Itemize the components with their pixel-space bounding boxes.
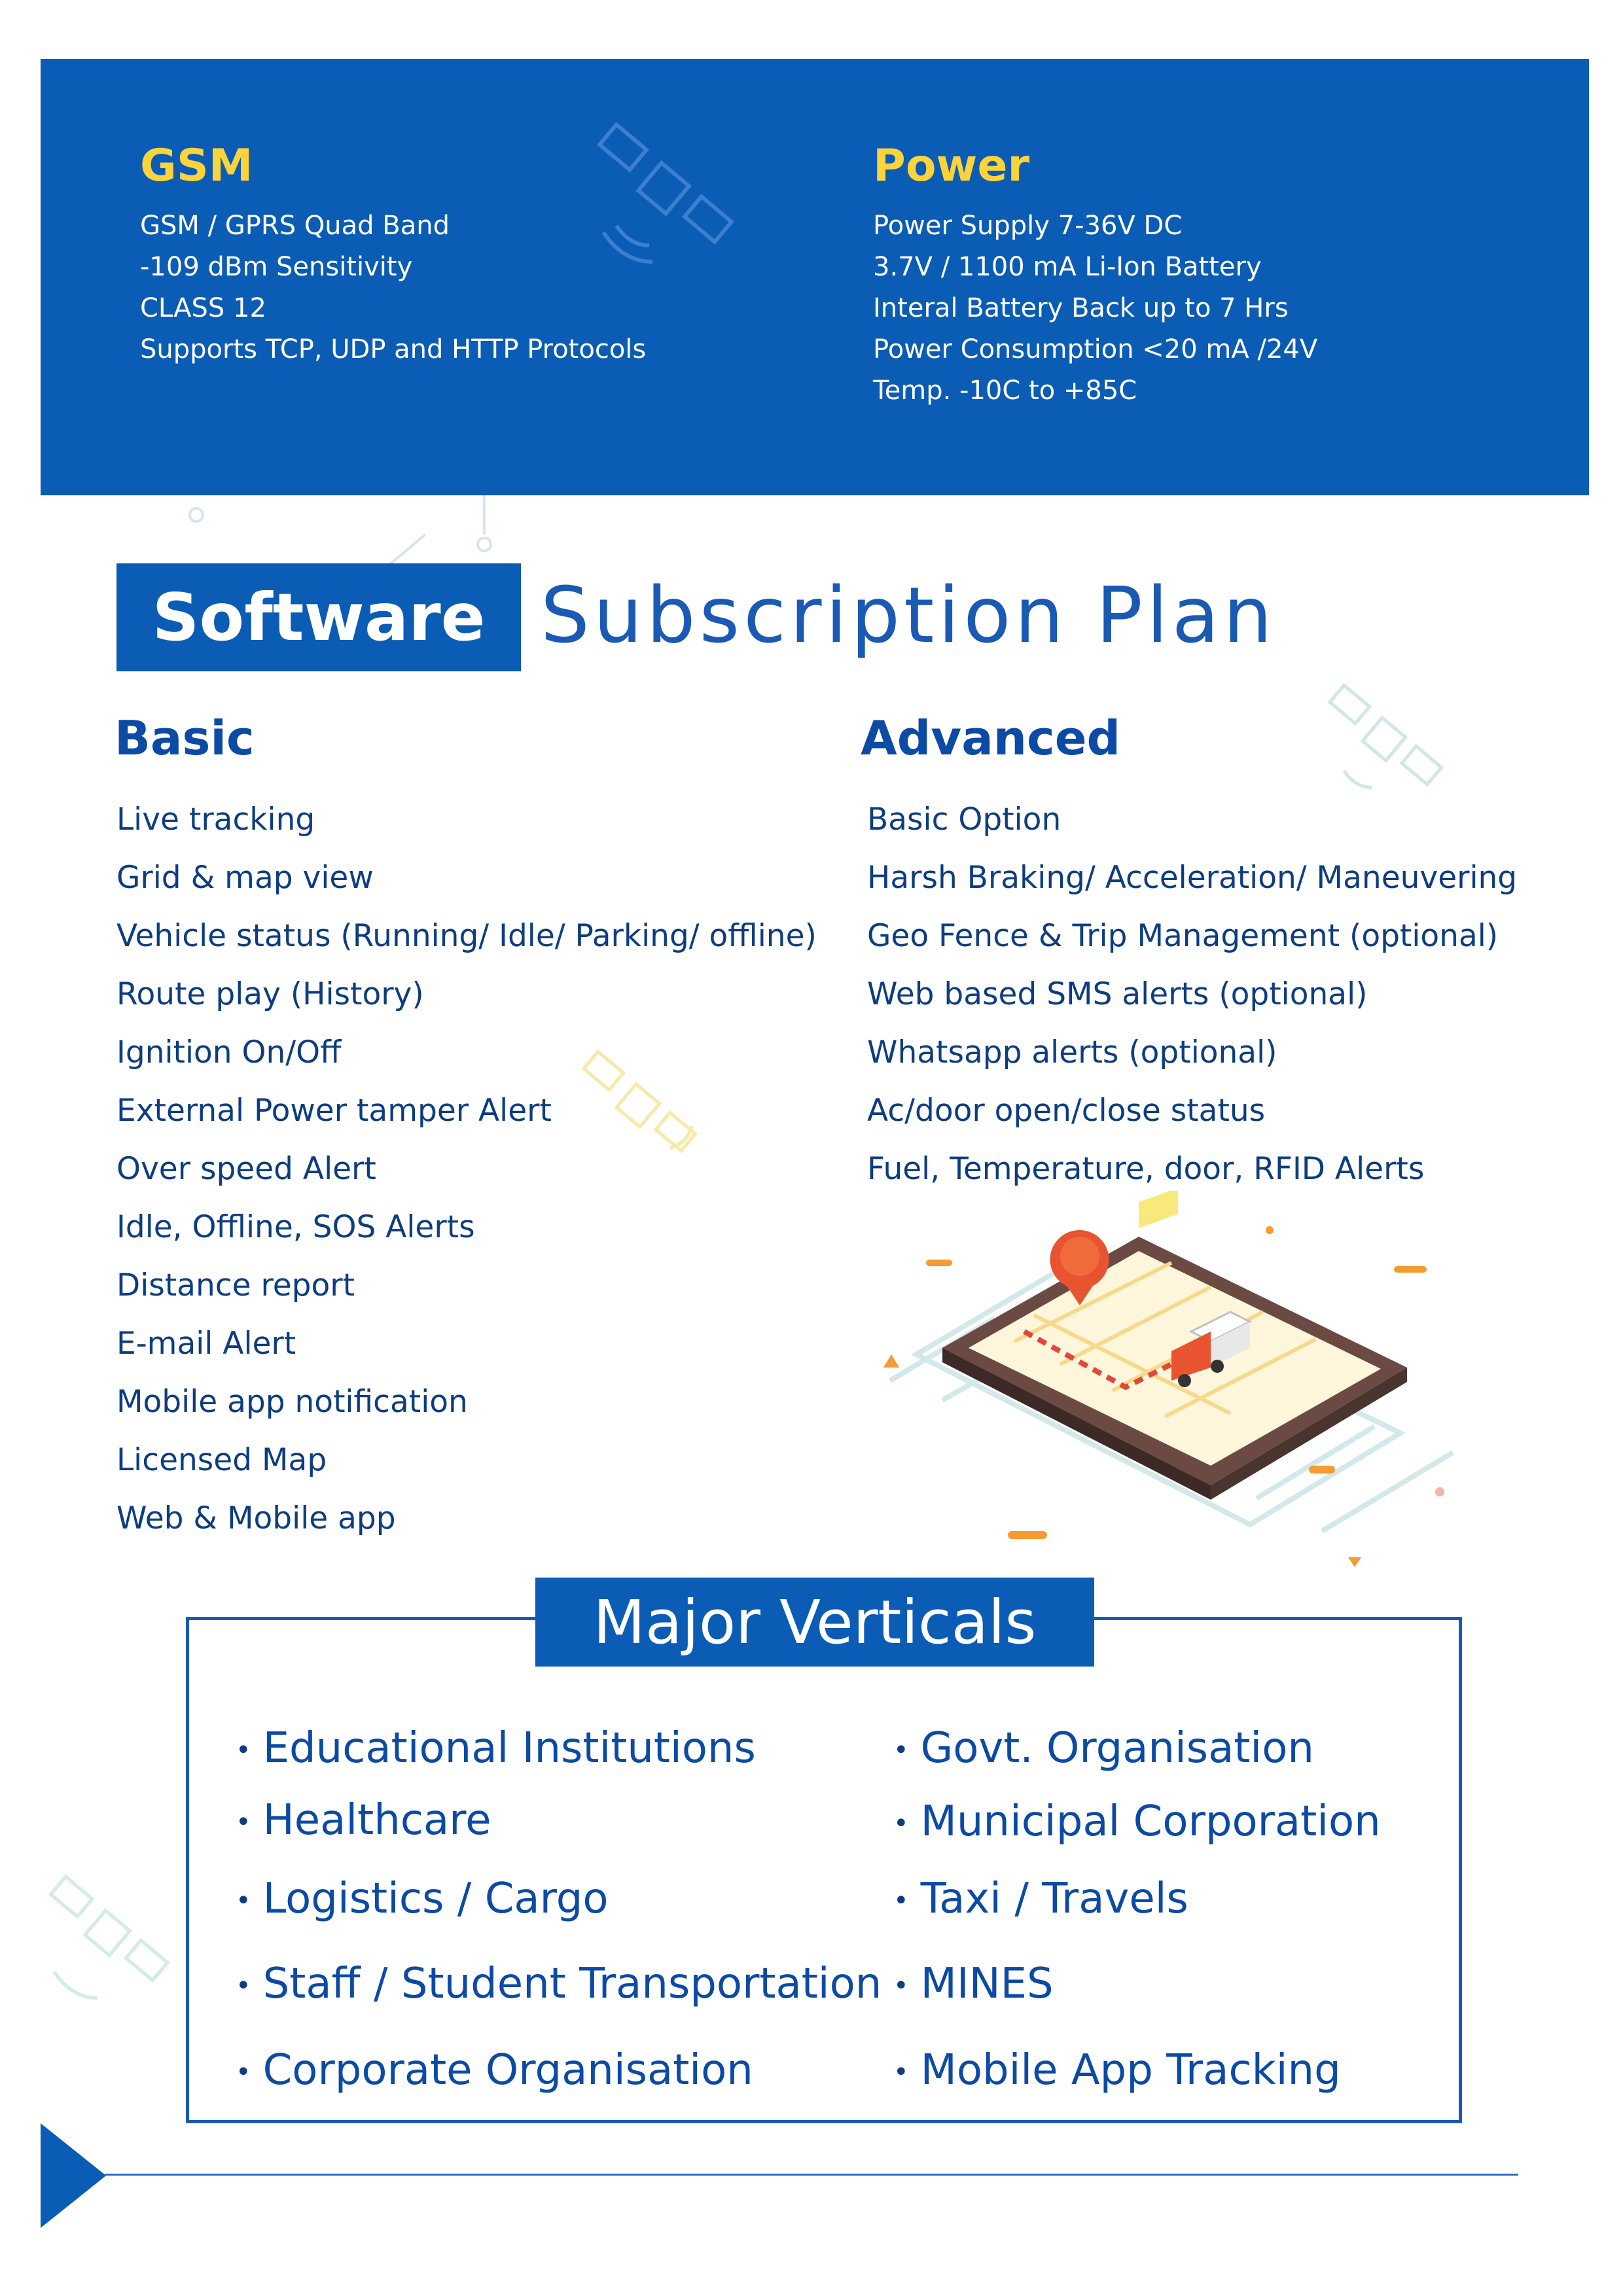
circuit-decor-icon bbox=[177, 495, 517, 567]
basic-feature: Over speed Alert bbox=[116, 1151, 376, 1187]
vertical-item-label: Educational Institutions bbox=[262, 1724, 756, 1773]
gsm-spec-line: GSM / GPRS Quad Band bbox=[140, 211, 450, 241]
vertical-item: • Mobile App Tracking bbox=[893, 2046, 1341, 2094]
vertical-item: • Taxi / Travels bbox=[893, 1875, 1188, 1923]
power-spec-line: Interal Battery Back up to 7 Hrs bbox=[873, 293, 1289, 323]
vertical-item: • Govt. Organisation bbox=[893, 1724, 1314, 1773]
power-spec-line: Power Supply 7-36V DC bbox=[873, 211, 1183, 241]
advanced-plan-title: Advanced bbox=[861, 711, 1121, 766]
vertical-item: • Logistics / Cargo bbox=[236, 1875, 609, 1923]
basic-feature: Mobile app notification bbox=[116, 1384, 468, 1420]
gsm-spec-line: Supports TCP, UDP and HTTP Protocols bbox=[140, 334, 647, 364]
basic-feature: Live tracking bbox=[116, 802, 315, 838]
basic-feature: E-mail Alert bbox=[116, 1326, 296, 1362]
triangle-arrow-icon bbox=[41, 2123, 113, 2228]
verticals-title: Major Verticals bbox=[593, 1587, 1037, 1657]
power-spec-column bbox=[873, 140, 1318, 412]
vertical-item: • Healthcare bbox=[236, 1796, 491, 1845]
advanced-feature: Fuel, Temperature, door, RFID Alerts bbox=[867, 1151, 1425, 1187]
power-spec-line: 3.7V / 1100 mA Li-Ion Battery bbox=[873, 252, 1262, 282]
basic-feature: Ignition On/Off bbox=[116, 1034, 342, 1070]
gsm-title: GSM bbox=[140, 140, 253, 192]
basic-feature: Grid & map view bbox=[116, 860, 374, 896]
vertical-item-label: Municipal Corporation bbox=[920, 1797, 1381, 1846]
power-spec-line: Temp. -10C to +85C bbox=[873, 376, 1137, 406]
advanced-feature: Geo Fence & Trip Management (optional) bbox=[867, 918, 1499, 954]
basic-feature: External Power tamper Alert bbox=[116, 1093, 552, 1129]
vertical-item: • Corporate Organisation bbox=[236, 2046, 753, 2094]
vertical-item: • Staff / Student Transportation bbox=[236, 1960, 882, 2008]
vertical-item-label: Staff / Student Transportation bbox=[262, 1960, 882, 2008]
tablet-tracking-illustration bbox=[864, 1191, 1492, 1583]
vertical-item-label: Mobile App Tracking bbox=[920, 2046, 1341, 2094]
satellite-icon bbox=[43, 1865, 193, 2015]
advanced-feature: Whatsapp alerts (optional) bbox=[867, 1034, 1277, 1070]
vertical-item: • MINES bbox=[893, 1960, 1054, 2008]
vertical-item-label: MINES bbox=[920, 1960, 1054, 2008]
vertical-item-label: Logistics / Cargo bbox=[262, 1875, 609, 1923]
verticals-heading-box bbox=[535, 1578, 1094, 1667]
basic-feature: Web & Mobile app bbox=[116, 1500, 396, 1536]
power-spec-line: Power Consumption <20 mA /24V bbox=[873, 334, 1318, 364]
software-heading-box bbox=[116, 563, 521, 671]
vertical-item: • Educational Institutions bbox=[236, 1724, 756, 1773]
subscription-plan-heading: Subscription Plan bbox=[541, 570, 1276, 660]
gsm-spec-line: -109 dBm Sensitivity bbox=[140, 252, 413, 282]
advanced-feature: Basic Option bbox=[867, 802, 1061, 838]
vertical-item: • Municipal Corporation bbox=[893, 1797, 1381, 1846]
basic-feature: Idle, Offline, SOS Alerts bbox=[116, 1209, 475, 1245]
basic-feature: Licensed Map bbox=[116, 1442, 327, 1478]
basic-feature: Distance report bbox=[116, 1267, 355, 1303]
gsm-spec-column bbox=[140, 140, 647, 370]
power-title: Power bbox=[873, 140, 1030, 192]
vertical-item-label: Govt. Organisation bbox=[920, 1724, 1314, 1773]
vertical-item-label: Taxi / Travels bbox=[920, 1875, 1188, 1923]
vertical-item-label: Corporate Organisation bbox=[262, 2046, 753, 2094]
vertical-item-label: Healthcare bbox=[262, 1796, 491, 1845]
advanced-feature-list bbox=[867, 790, 1517, 1198]
basic-feature: Route play (History) bbox=[116, 976, 424, 1012]
basic-feature: Vehicle status (Running/ Idle/ Parking/ offline) bbox=[116, 918, 817, 954]
spec-band bbox=[41, 59, 1589, 495]
software-heading-text: Software bbox=[152, 579, 486, 656]
advanced-feature: Harsh Braking/ Acceleration/ Maneuvering bbox=[867, 860, 1518, 896]
gsm-spec-line: CLASS 12 bbox=[140, 293, 266, 323]
advanced-feature: Ac/door open/close status bbox=[867, 1093, 1266, 1129]
basic-plan-title: Basic bbox=[115, 711, 255, 766]
basic-feature-list bbox=[116, 790, 817, 1547]
footer-divider bbox=[105, 2174, 1518, 2176]
advanced-feature: Web based SMS alerts (optional) bbox=[867, 976, 1368, 1012]
